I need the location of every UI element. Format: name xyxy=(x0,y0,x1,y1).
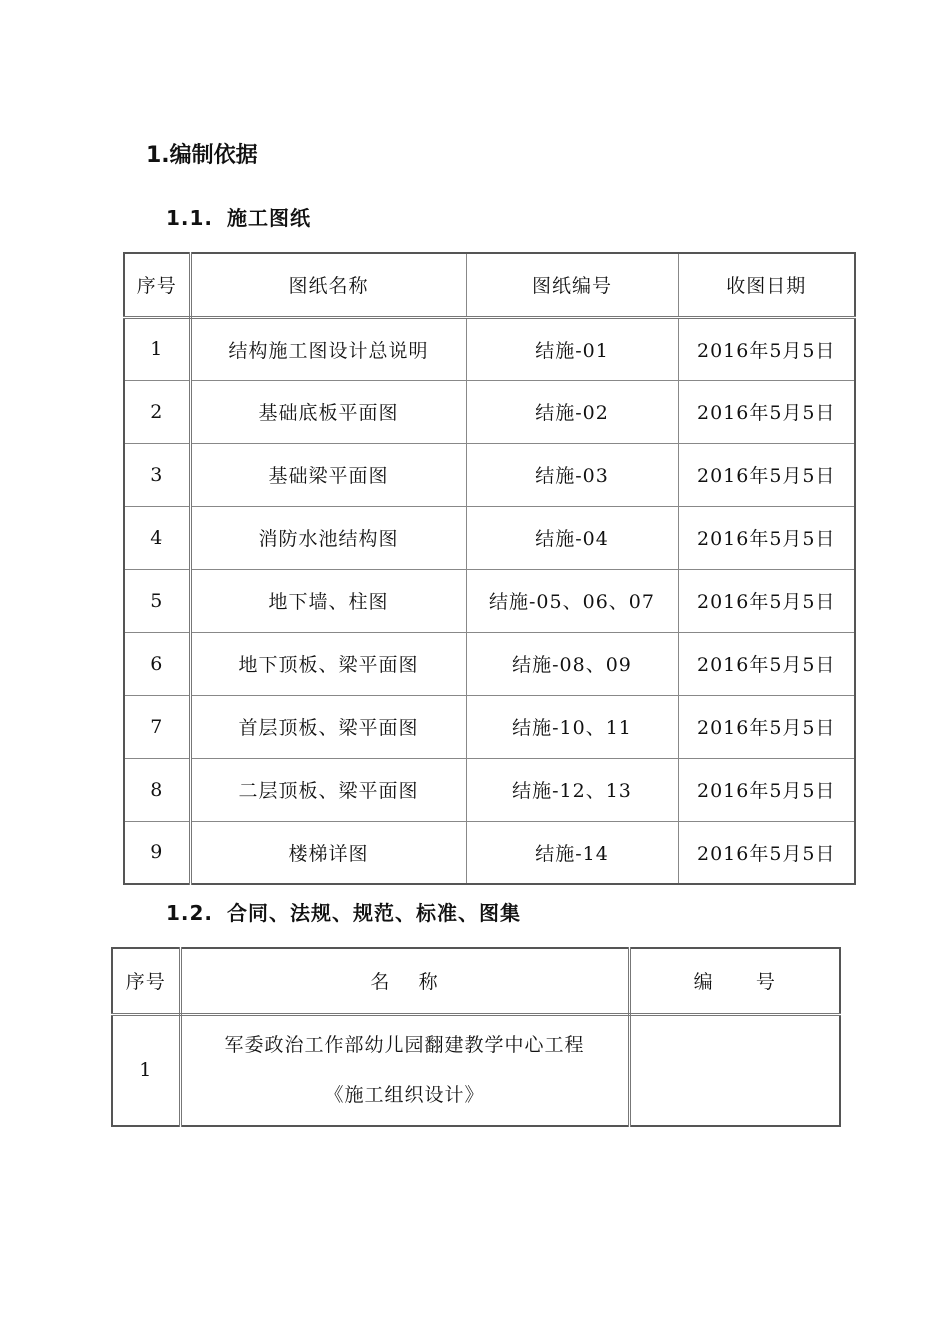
cell-code: 结施-12、13 xyxy=(466,758,678,821)
cell-name: 楼梯详图 xyxy=(190,821,466,884)
cell-code: 结施-14 xyxy=(466,821,678,884)
table-row xyxy=(124,443,855,506)
cell-no: 2 xyxy=(124,380,190,443)
cell-code: 结施-02 xyxy=(466,380,678,443)
table-header-row xyxy=(112,948,840,1014)
header-cell: 序号 xyxy=(112,948,180,1014)
cell-date: 2016年5月5日 xyxy=(678,695,855,758)
cell-date: 2016年5月5日 xyxy=(678,317,855,380)
table-row xyxy=(124,758,855,821)
cell-name: 首层顶板、梁平面图 xyxy=(190,695,466,758)
table-row xyxy=(124,632,855,695)
header-cell: 图纸编号 xyxy=(466,253,678,317)
cell-name: 地下顶板、梁平面图 xyxy=(190,632,466,695)
cell-no: 1 xyxy=(112,1014,180,1126)
regulations-table xyxy=(111,947,841,1127)
table-row xyxy=(112,1014,840,1126)
table-row xyxy=(124,695,855,758)
header-cell: 序号 xyxy=(124,253,190,317)
cell-date: 2016年5月5日 xyxy=(678,821,855,884)
table-row xyxy=(124,506,855,569)
section-title: 1.编制依据 xyxy=(146,143,258,168)
cell-name: 基础梁平面图 xyxy=(190,443,466,506)
cell-code: 结施-08、09 xyxy=(466,632,678,695)
cell-code: 结施-04 xyxy=(466,506,678,569)
cell-code: 结施-10、11 xyxy=(466,695,678,758)
subsection-title-drawings xyxy=(166,202,311,231)
cell-name: 结构施工图设计总说明 xyxy=(190,317,466,380)
cell-date: 2016年5月5日 xyxy=(678,569,855,632)
cell-no: 9 xyxy=(124,821,190,884)
cell-date: 2016年5月5日 xyxy=(678,758,855,821)
cell-no: 5 xyxy=(124,569,190,632)
cell-name: 地下墙、柱图 xyxy=(190,569,466,632)
table-row xyxy=(124,821,855,884)
cell-date: 2016年5月5日 xyxy=(678,506,855,569)
subsection-number: 1.2. xyxy=(166,901,214,925)
subsection-number: 1.1. xyxy=(166,206,214,230)
cell-no: 7 xyxy=(124,695,190,758)
subsection-label: 施工图纸 xyxy=(227,206,312,230)
subsection-title-regulations xyxy=(166,897,521,926)
cell-no: 4 xyxy=(124,506,190,569)
cell-no: 3 xyxy=(124,443,190,506)
cell-code: 结施-05、06、07 xyxy=(466,569,678,632)
cell-no: 8 xyxy=(124,758,190,821)
subsection-label: 合同、法规、规范、标准、图集 xyxy=(227,901,522,925)
table-header-row xyxy=(124,253,855,317)
table-row xyxy=(124,380,855,443)
header-cell: 收图日期 xyxy=(678,253,855,317)
header-cell: 名 称 xyxy=(180,948,629,1014)
cell-name: 二层顶板、梁平面图 xyxy=(190,758,466,821)
table-row xyxy=(124,317,855,380)
cell-name xyxy=(180,1014,629,1126)
cell-no: 6 xyxy=(124,632,190,695)
cell-code: 结施-03 xyxy=(466,443,678,506)
cell-name: 基础底板平面图 xyxy=(190,380,466,443)
cell-date: 2016年5月5日 xyxy=(678,632,855,695)
cell-date: 2016年5月5日 xyxy=(678,380,855,443)
name-line-2: 《施工组织设计》 xyxy=(324,1084,485,1107)
header-cell: 编 号 xyxy=(629,948,840,1014)
drawings-table xyxy=(123,252,856,885)
cell-code xyxy=(629,1014,840,1126)
table-row xyxy=(124,569,855,632)
cell-no: 1 xyxy=(124,317,190,380)
header-cell: 图纸名称 xyxy=(190,253,466,317)
cell-date: 2016年5月5日 xyxy=(678,443,855,506)
cell-name: 消防水池结构图 xyxy=(190,506,466,569)
cell-code: 结施-01 xyxy=(466,317,678,380)
name-line-1: 军委政治工作部幼儿园翻建教学中心工程 xyxy=(224,1034,585,1057)
